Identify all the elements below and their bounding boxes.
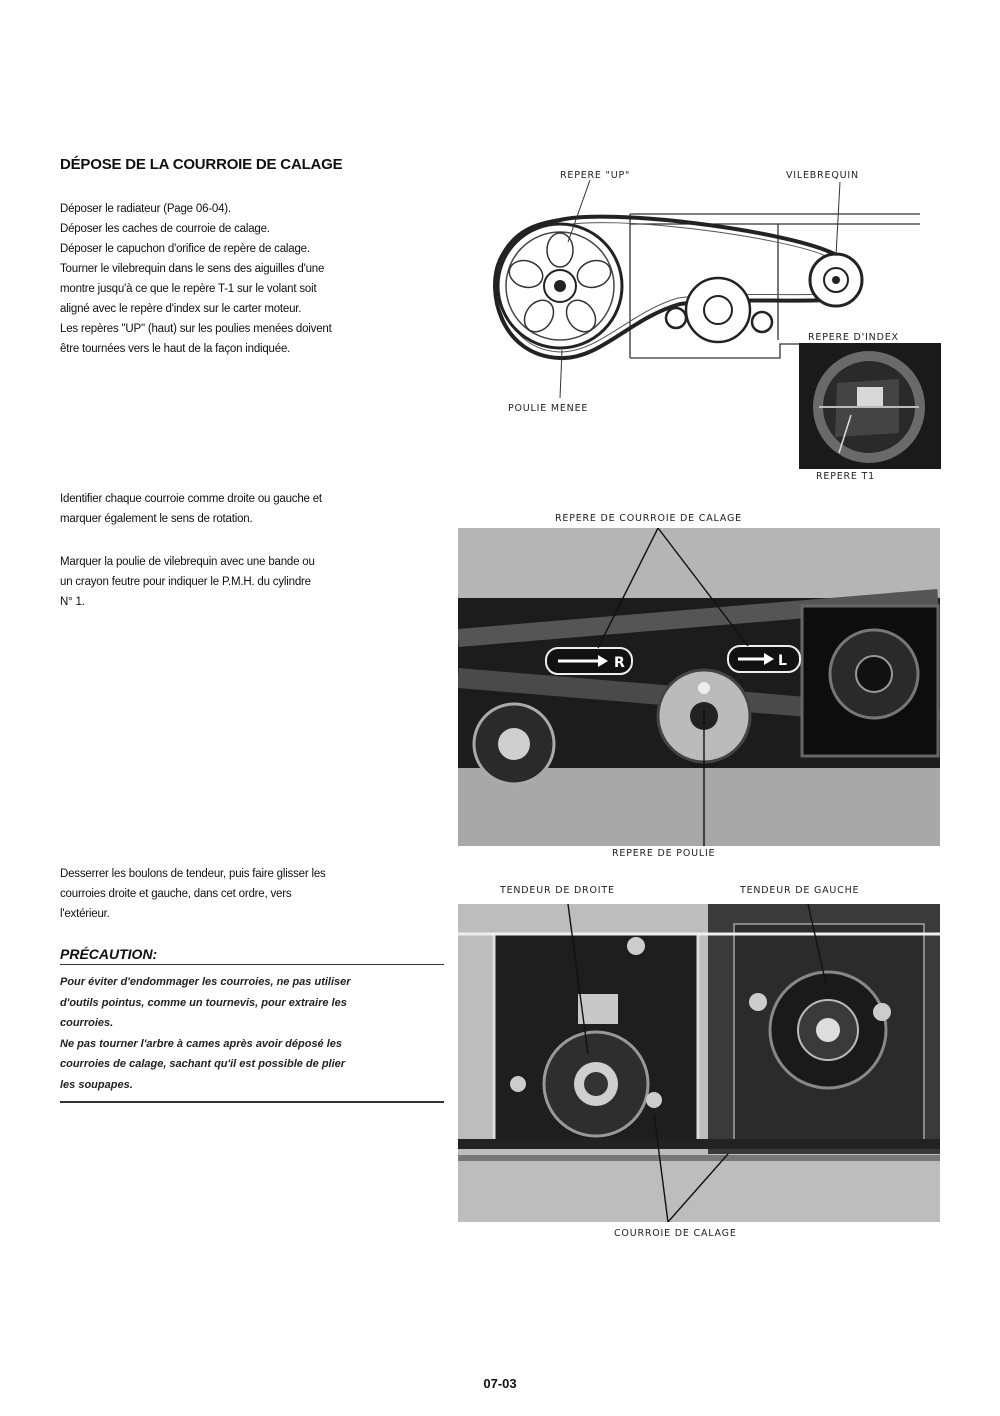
text-line: Les repères "UP" (haut) sur les poulies menées doivent xyxy=(60,323,332,335)
text-line: marquer également le sens de rotation. xyxy=(60,513,253,525)
text-line: être tournées vers le haut de la façon indiquée. xyxy=(60,343,291,355)
text-line: Déposer les caches de courroie de calage. xyxy=(60,223,270,235)
caution-line: Ne pas tourner l'arbre à cames après avoir déposé les xyxy=(60,1037,343,1050)
tensioner-photo xyxy=(458,904,940,1222)
text-line: Marquer la poulie de vilebrequin avec une bande ou xyxy=(60,556,315,568)
text-line: Déposer le capuchon d'orifice de repère de calage. xyxy=(60,243,310,255)
text-line: l'extérieur. xyxy=(60,908,110,920)
index-mark-photo xyxy=(799,343,941,469)
section2-paragraph-a xyxy=(60,489,450,529)
caution-line: Pour éviter d'endommager les courroies, ne pas utiliser xyxy=(60,976,351,988)
figure3-label-left-tensioner: TENDEUR DE GAUCHE xyxy=(740,885,860,896)
text-line: Déposer le radiateur (Page 06-04). xyxy=(60,203,231,215)
figure1-label-t1-mark: REPERE T1 xyxy=(816,471,876,482)
caution-title: PRÉCAUTION: xyxy=(60,946,444,965)
section-heading: DÉPOSE DE LA COURROIE DE CALAGE xyxy=(60,156,343,173)
figure1-label-crankshaft: VILEBREQUIN xyxy=(786,170,859,181)
page-number: 07-03 xyxy=(483,1376,517,1391)
text-line: aligné avec le repère d'index sur le carter moteur. xyxy=(60,303,302,315)
belt-arrow-r-label: R xyxy=(614,655,625,671)
section3-paragraph xyxy=(60,864,450,924)
figure2-label-belt-mark: REPERE DE COURROIE DE CALAGE xyxy=(555,513,742,524)
text-line: N° 1. xyxy=(60,596,85,608)
text-line: Identifier chaque courroie comme droite ou gauche et xyxy=(60,493,322,505)
text-line: Desserrer les boulons de tendeur, puis faire glisser les xyxy=(60,868,326,880)
figure2-label-pulley-mark: REPERE DE POULIE xyxy=(612,848,716,859)
caution-line: les soupapes. xyxy=(60,1078,133,1091)
caution-line: courroies. xyxy=(60,1017,114,1029)
section1-paragraph xyxy=(60,199,450,359)
caution-line: d'outils pointus, comme un tournevis, pour extraire les xyxy=(60,996,347,1009)
caution-body xyxy=(60,972,444,1103)
text-line: un crayon feutre pour indiquer le P.M.H. du cylindre xyxy=(60,576,311,588)
text-line: Tourner le vilebrequin dans le sens des aiguilles d'une xyxy=(60,263,325,275)
figure1-label-up: REPERE "UP" xyxy=(560,170,631,181)
figure1-label-index-mark: REPERE D'INDEX xyxy=(808,332,899,343)
figure1-label-driven-pulley: POULIE MENEE xyxy=(508,403,589,414)
caution-line: courroies de calage, sachant qu'il est possible de plier xyxy=(60,1058,346,1070)
belt-mark-photo xyxy=(458,528,940,846)
figure3-label-right-tensioner: TENDEUR DE DROITE xyxy=(500,885,615,896)
belt-arrow-l-label: L xyxy=(778,653,787,669)
figure3-label-timing-belt: COURROIE DE CALAGE xyxy=(614,1228,737,1239)
section2-paragraph-b xyxy=(60,552,450,612)
text-line: courroies droite et gauche, dans cet ordre, vers xyxy=(60,888,292,900)
text-line: montre jusqu'à ce que le repère T-1 sur le volant soit xyxy=(60,283,317,295)
